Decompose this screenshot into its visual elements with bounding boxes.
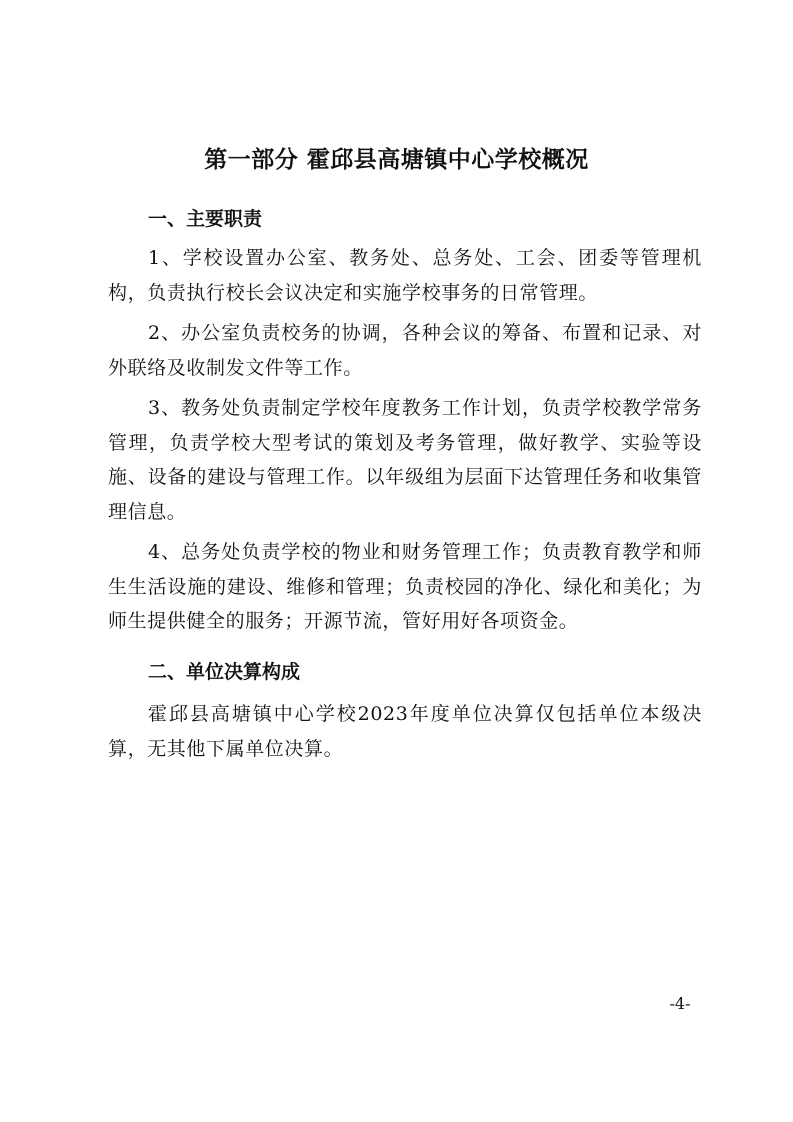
paragraph-composition: 霍邱县高塘镇中心学校2023年度单位决算仅包括单位本级决算，无其他下属单位决算。	[108, 703, 702, 760]
paragraph-duty-4: 4、总务处负责学校的物业和财务管理工作；负责教育教学和师生生活设施的建设、维修和管理；负责校园的净化、绿化和美化；为师生提供健全的服务；开源节流，管好用好各项资金。	[108, 541, 702, 632]
paragraph-duty-3: 3、教务处负责制定学校年度教务工作计划，负责学校教学常务管理，负责学校大型考试的策划及考务管理，做好教学、实验等设施、设备的建设与管理工作。以年级组为层面下达管理任务和收集管理信息。	[108, 397, 702, 523]
section-heading-composition: 二、单位决算构成	[148, 661, 301, 683]
section-heading-duties: 一、主要职责	[148, 208, 263, 230]
paragraph-duty-2: 2、办公室负责校务的协调，各种会议的筹备、布置和记录、对外联络及收制发文件等工作。	[108, 322, 702, 379]
page-title: 第一部分 霍邱县高塘镇中心学校概况	[204, 147, 589, 173]
paragraph-duty-1: 1、学校设置办公室、教务处、总务处、工会、团委等管理机构，负责执行校长会议决定和实施学校事务的日常管理。	[108, 247, 702, 304]
page-number: -4-	[669, 994, 691, 1013]
